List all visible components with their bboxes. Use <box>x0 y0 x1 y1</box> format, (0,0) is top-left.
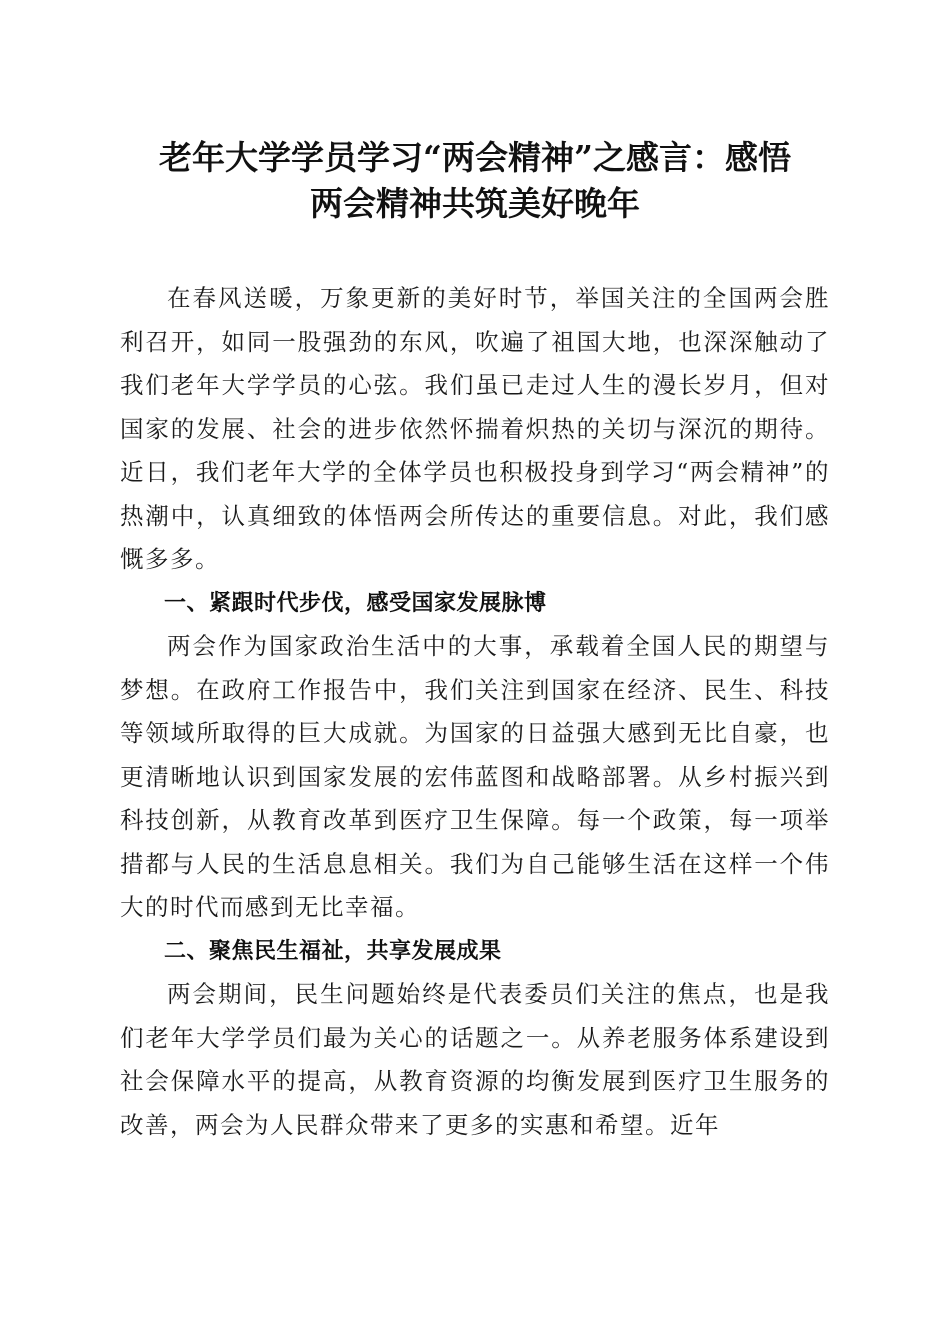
document-body <box>120 277 830 1147</box>
paragraph-intro: 在春风送暖，万象更新的美好时节，举国关注的全国两会胜利召开，如同一股强劲的东风，吹遍了祖国大地，也深深触动了我们老年大学学员的心弦。我们虽已走过人生的漫长岁月，但对国家的发展、社会的进步依然怀揣着炽热的关切与深沉的期待。近日，我们老年大学的全体学员也积极投身到学习“两会精神”的热潮中，认真细致的体悟两会所传达的重要信息。对此，我们感慨多多。 <box>120 284 830 573</box>
paragraph-section-2: 两会期间，民生问题始终是代表委员们关注的焦点，也是我们老年大学学员们最为关心的话题之一。从养老服务体系建设到社会保障水平的提高，从教育资源的均衡发展到医疗卫生服务的改善，两会为人民群众带来了更多的实惠和希望。近年 <box>120 980 830 1139</box>
document-title-line-2: 两会精神共筑美好晚年 <box>310 184 640 223</box>
paragraph-section-1: 两会作为国家政治生活中的大事，承载着全国人民的期望与梦想。在政府工作报告中，我们关注到国家在经济、民生、科技等领域所取得的巨大成就。为国家的日益强大感到无比自豪，也更清晰地认识到国家发展的宏伟蓝图和战略部署。从乡村振兴到科技创新，从教育改革到医疗卫生保障。每一个政策，每一项举措都与人民的生活息息相关。我们为自己能够生活在这样一个伟大的时代而感到无比幸福。 <box>120 632 830 921</box>
document-title-line-1: 老年大学学员学习“两会精神”之感言：感悟 <box>159 138 791 177</box>
section-heading-1: 一、紧跟时代步伐，感受国家发展脉博 <box>164 590 547 616</box>
section-heading-2: 二、聚焦民生福祉，共享发展成果 <box>164 938 502 964</box>
